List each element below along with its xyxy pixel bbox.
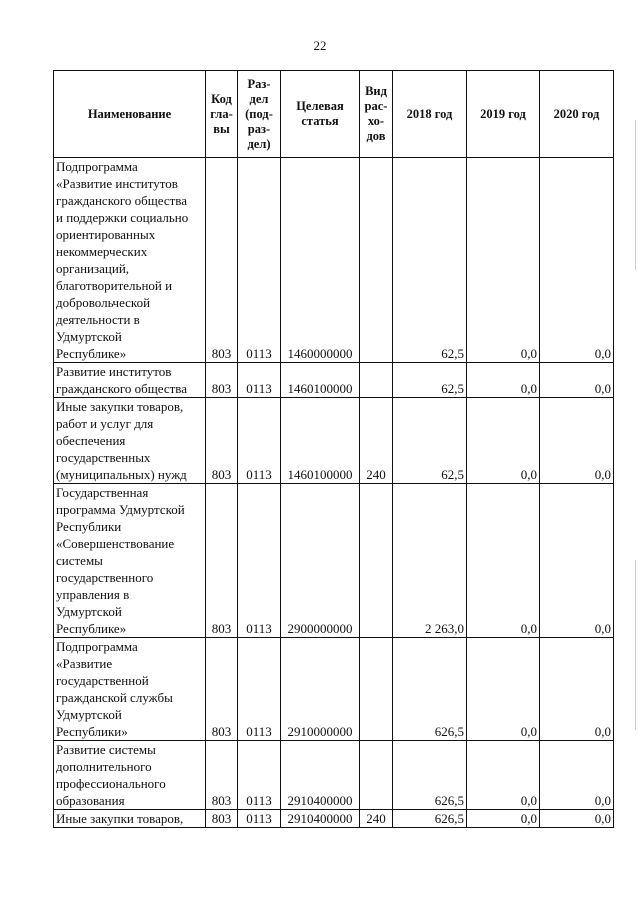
cell-expense <box>360 741 393 810</box>
cell-chapter: 803 <box>206 638 238 741</box>
cell-chapter: 803 <box>206 363 238 398</box>
table-row <box>54 638 614 741</box>
cell-chapter: 803 <box>206 158 238 363</box>
cell-section: 0113 <box>238 484 281 638</box>
header-section: Раз- дел (под- раз- дел) <box>238 71 281 158</box>
cell-target: 2910400000 <box>281 741 360 810</box>
table-row <box>54 158 614 363</box>
table-row <box>54 484 614 638</box>
cell-2020: 0,0 <box>540 398 614 484</box>
cell-2018: 626,5 <box>393 741 467 810</box>
table-row <box>54 810 614 828</box>
cell-expense: 240 <box>360 398 393 484</box>
cell-target: 1460100000 <box>281 363 360 398</box>
cell-2018: 62,5 <box>393 363 467 398</box>
cell-section: 0113 <box>238 363 281 398</box>
cell-section: 0113 <box>238 638 281 741</box>
cell-2018: 626,5 <box>393 638 467 741</box>
header-chapter: Код гла- вы <box>206 71 238 158</box>
header-2020: 2020 год <box>540 71 614 158</box>
cell-2019: 0,0 <box>467 398 540 484</box>
cell-chapter: 803 <box>206 484 238 638</box>
cell-2019: 0,0 <box>467 158 540 363</box>
cell-2019: 0,0 <box>467 741 540 810</box>
table-header-row <box>54 71 614 158</box>
cell-2018: 62,5 <box>393 158 467 363</box>
cell-section: 0113 <box>238 398 281 484</box>
table-row <box>54 741 614 810</box>
page-number: 22 <box>313 38 327 53</box>
cell-section: 0113 <box>238 158 281 363</box>
cell-expense <box>360 638 393 741</box>
cell-2020: 0,0 <box>540 638 614 741</box>
cell-2019: 0,0 <box>467 484 540 638</box>
cell-2020: 0,0 <box>540 363 614 398</box>
cell-2020: 0,0 <box>540 741 614 810</box>
scan-edge-mark <box>635 560 636 730</box>
header-name: Наименование <box>54 71 206 158</box>
cell-target: 1460000000 <box>281 158 360 363</box>
cell-name: Развитие институтов гражданского общества <box>54 363 206 398</box>
budget-table <box>53 70 614 828</box>
cell-2019: 0,0 <box>467 810 540 828</box>
cell-2018: 2 263,0 <box>393 484 467 638</box>
scan-edge-mark <box>635 120 636 270</box>
cell-name: Государственная программа Удмуртской Республики «Совершенствование системы государственного управления в Удмуртской Республике» <box>54 484 206 638</box>
header-2018: 2018 год <box>393 71 467 158</box>
cell-section: 0113 <box>238 810 281 828</box>
cell-target: 2910000000 <box>281 638 360 741</box>
cell-2020: 0,0 <box>540 158 614 363</box>
header-2019: 2019 год <box>467 71 540 158</box>
cell-2018: 626,5 <box>393 810 467 828</box>
header-expense: Вид рас- хо- дов <box>360 71 393 158</box>
cell-chapter: 803 <box>206 741 238 810</box>
cell-chapter: 803 <box>206 398 238 484</box>
cell-target: 1460100000 <box>281 398 360 484</box>
cell-name: Иные закупки товаров, <box>54 810 206 828</box>
cell-expense <box>360 484 393 638</box>
cell-expense <box>360 363 393 398</box>
cell-section: 0113 <box>238 741 281 810</box>
cell-2020: 0,0 <box>540 484 614 638</box>
cell-expense: 240 <box>360 810 393 828</box>
header-target: Целевая статья <box>281 71 360 158</box>
cell-name: Подпрограмма «Развитие институтов гражданского общества и поддержки социально ориентированных некоммерческих организаций, благотворительной и добровольческой деятельности в Удмуртской Республике» <box>54 158 206 363</box>
cell-name: Подпрограмма «Развитие государственной гражданской службы Удмуртской Республики» <box>54 638 206 741</box>
table-row <box>54 398 614 484</box>
cell-target: 2900000000 <box>281 484 360 638</box>
cell-2020: 0,0 <box>540 810 614 828</box>
cell-expense <box>360 158 393 363</box>
cell-chapter: 803 <box>206 810 238 828</box>
cell-name: Развитие системы дополнительного профессионального образования <box>54 741 206 810</box>
cell-2019: 0,0 <box>467 638 540 741</box>
cell-name: Иные закупки товаров, работ и услуг для обеспечения государственных (муниципальных) нужд <box>54 398 206 484</box>
cell-target: 2910400000 <box>281 810 360 828</box>
cell-2018: 62,5 <box>393 398 467 484</box>
cell-2019: 0,0 <box>467 363 540 398</box>
table-row <box>54 363 614 398</box>
